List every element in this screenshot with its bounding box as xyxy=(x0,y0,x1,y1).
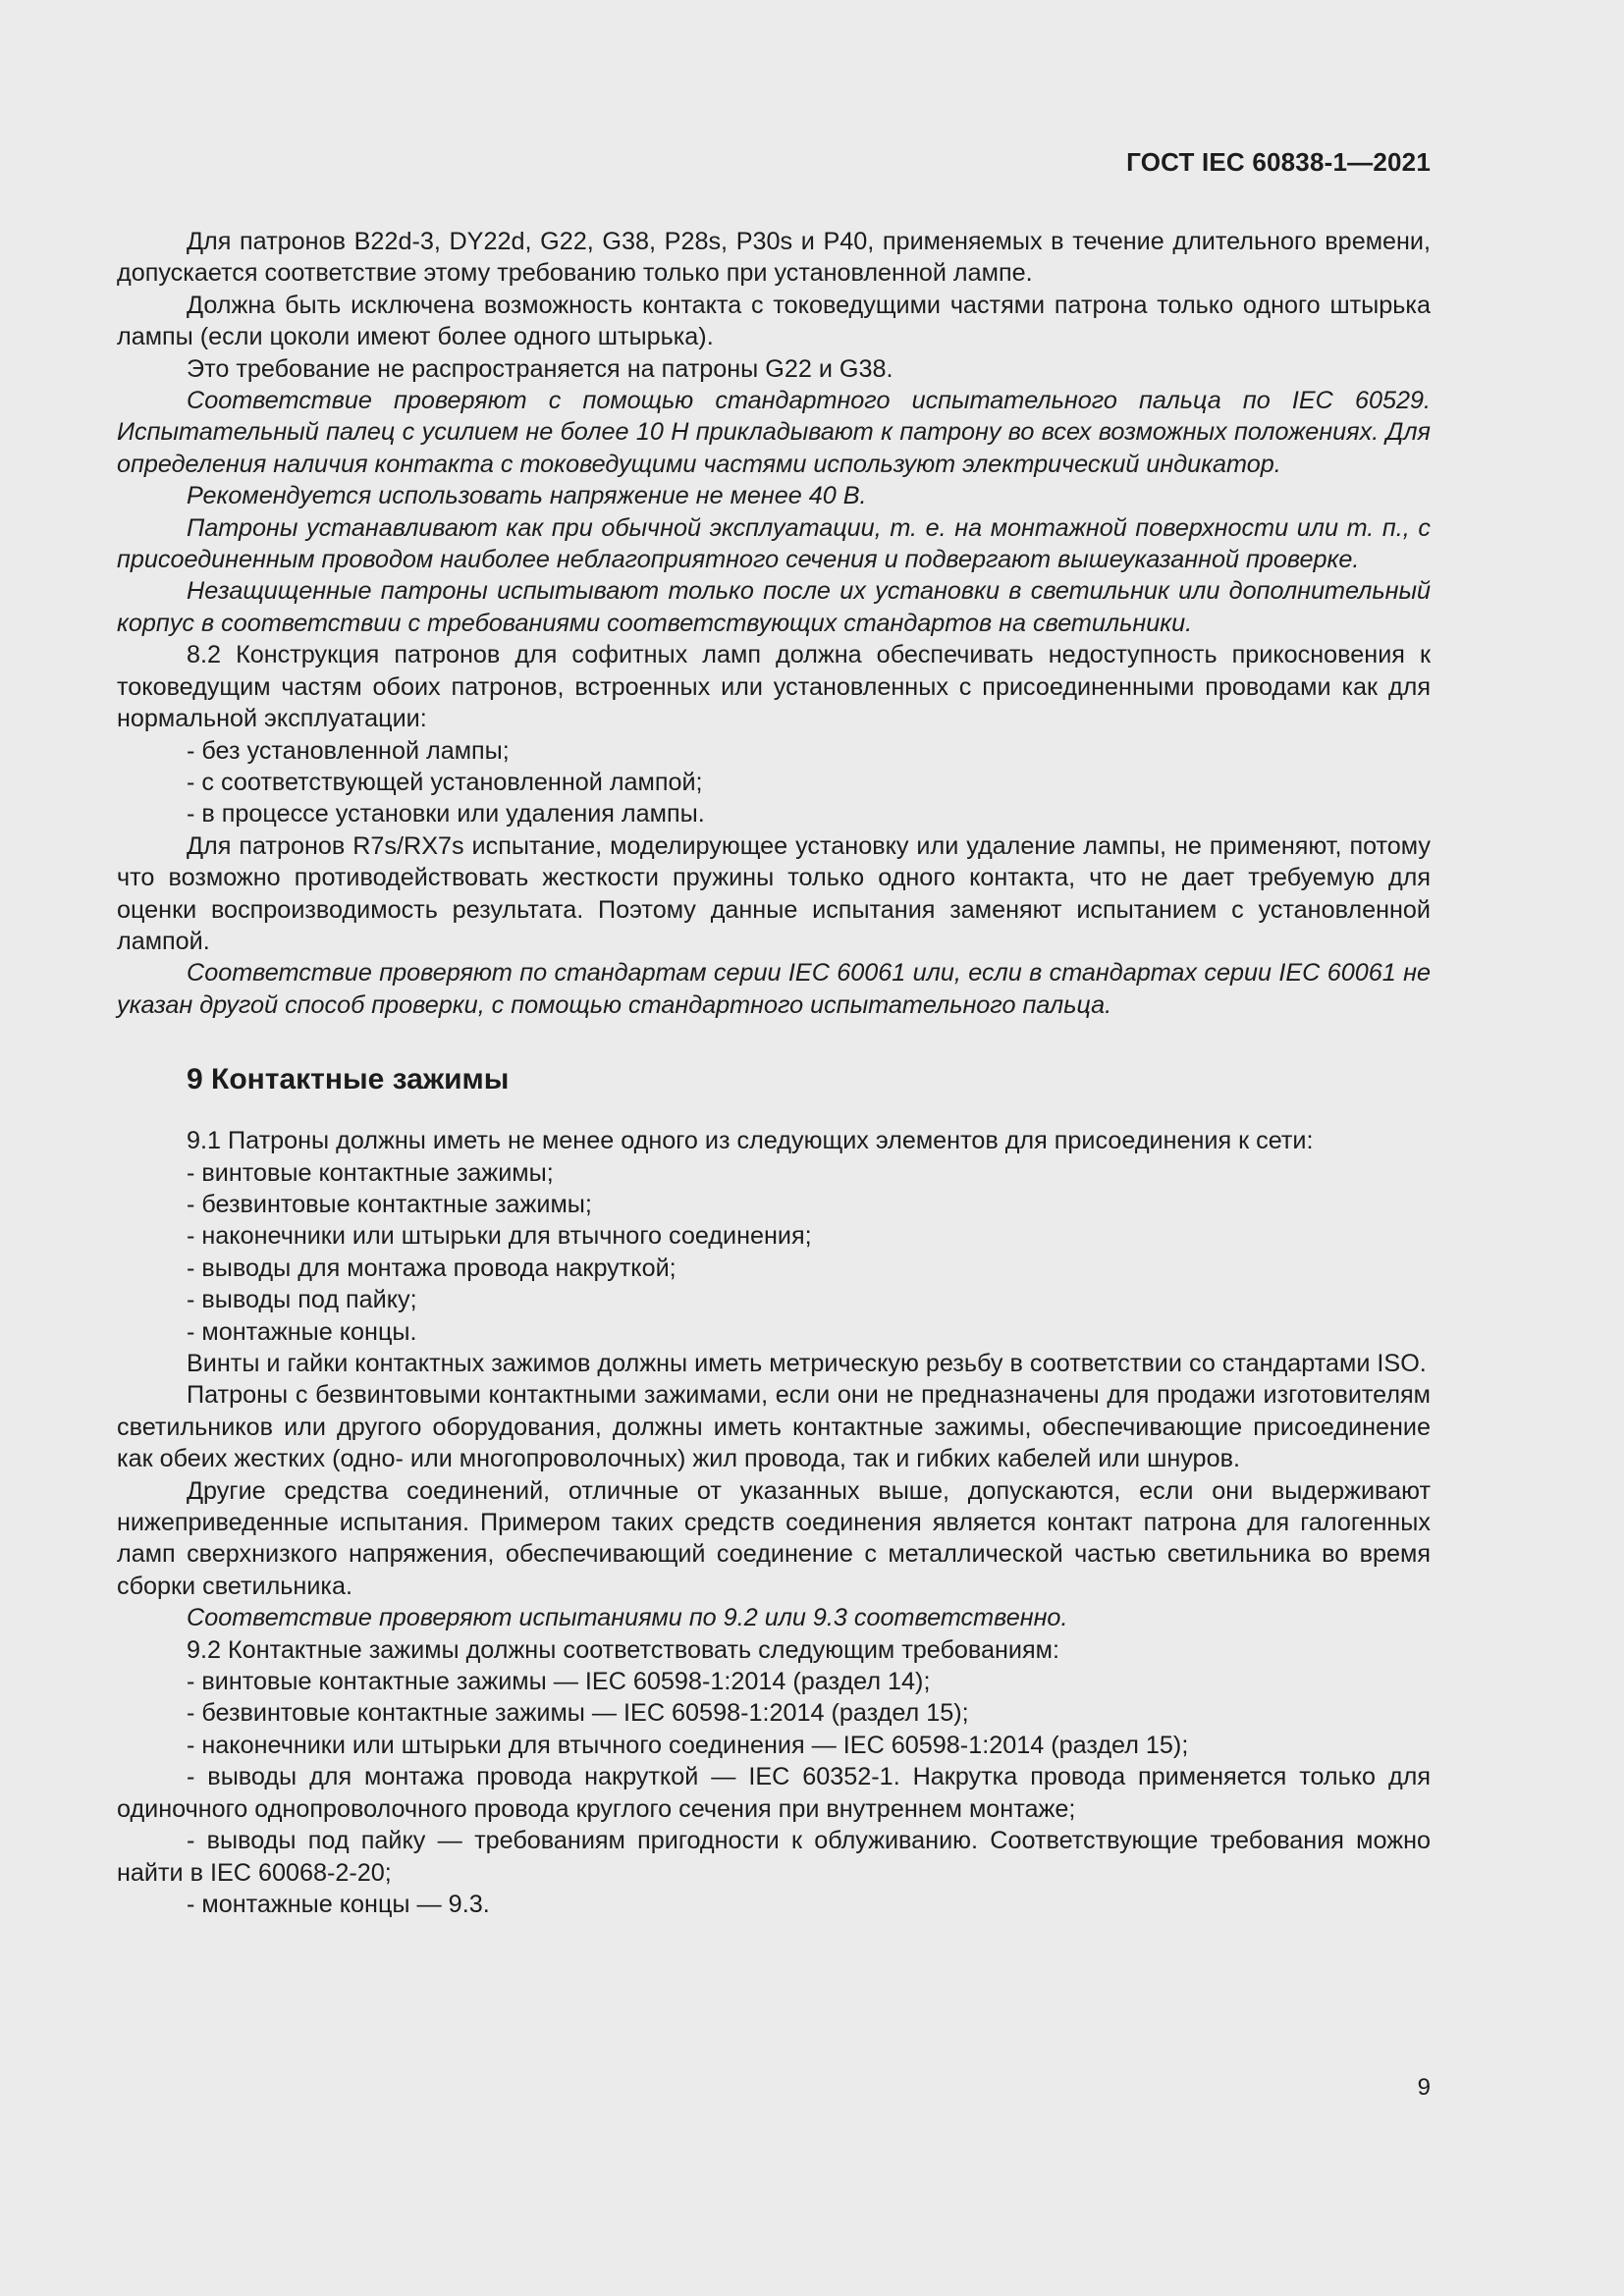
paragraph: Это требование не распространяется на патроны G22 и G38. xyxy=(187,354,893,383)
paragraph: - монтажные концы — 9.3. xyxy=(187,1890,490,1918)
paragraph: Незащищенные патроны испытывают только после их установки в светильник или дополнительный корпус в соответствии с требованиями соответствующих стандартов на светильники. xyxy=(117,577,1431,637)
page-number: 9 xyxy=(1417,2074,1431,2101)
paragraph: Патроны устанавливают как при обычной эксплуатации, т. е. на монтажной поверхности или т. п., с присоединенным проводом наиболее неблагоприятного сечения и подвергают вышеуказанной проверке. xyxy=(117,513,1431,574)
paragraphs-block-b xyxy=(117,1125,1431,1920)
paragraph: - винтовые контактные зажимы — IEC 60598-1:2014 (раздел 14); xyxy=(187,1668,931,1696)
paragraph: Патроны с безвинтовыми контактными зажимами, если они не предназначены для продажи изготовителям светильников или другого оборудования, должны иметь контактные зажимы, обеспечивающие присоединение как обеих жестких (одно- или многопроволочных) жил провода, так и гибких кабелей или шнуров. xyxy=(117,1381,1431,1473)
paragraph: 9.1 Патроны должны иметь не менее одного из следующих элементов для присоединения к сети: xyxy=(187,1127,1314,1155)
paragraph: Соответствие проверяют испытаниями по 9.2 или 9.3 соответственно. xyxy=(187,1604,1068,1632)
paragraph: Винты и гайки контактных зажимов должны иметь метрическую резьбу в соответствии со стандартами ISO. xyxy=(187,1350,1427,1377)
paragraph: Соответствие проверяют по стандартам серии IEC 60061 или, если в стандартах серии IEC 60061 не указан другой способ проверки, с помощью стандартного испытательного пальца. xyxy=(117,959,1431,1019)
paragraph: Для патронов B22d-3, DY22d, G22, G38, P28s, P30s и P40, применяемых в течение длительного времени, допускается соответствие этому требованию только при установленной лампе. xyxy=(117,228,1431,288)
paragraph: - в процессе установки или удаления лампы. xyxy=(187,800,705,828)
paragraph: Должна быть исключена возможность контакта с токоведущими частями патрона только одного штырька лампы (если цоколи имеют более одного штырька). xyxy=(117,291,1431,351)
paragraph: - выводы для монтажа провода накруткой — IEC 60352-1. Накрутка провода применяется только для одиночного однопроволочного провода круглого сечения при внутреннем монтаже; xyxy=(117,1763,1431,1823)
paragraph: - выводы для монтажа провода накруткой; xyxy=(187,1254,677,1282)
paragraph: 9.2 Контактные зажимы должны соответствовать следующим требованиям: xyxy=(187,1635,1059,1664)
paragraph: - безвинтовые контактные зажимы; xyxy=(187,1190,592,1218)
paragraph: - безвинтовые контактные зажимы — IEC 60598-1:2014 (раздел 15); xyxy=(187,1699,969,1728)
paragraph: - с соответствующей установленной лампой; xyxy=(187,768,703,796)
paragraph: - винтовые контактные зажимы; xyxy=(187,1158,554,1187)
paragraph: 8.2 Конструкция патронов для софитных ламп должна обеспечивать недоступность прикосновения к токоведущим частям обоих патронов, встроенных или установленных с присоединенными проводами как для нормальной эксплуатации: xyxy=(117,641,1431,733)
paragraph: Другие средства соединений, отличные от указанных выше, допускаются, если они выдерживают нижеприведенные испытания. Примером таких средств соединения является контакт патрона для галогенных ламп сверхнизкого напряжения, обеспечивающий соединение с металлической частью светильника во время сборки светильника. xyxy=(117,1476,1431,1600)
paragraphs-block-a xyxy=(117,226,1431,1021)
paragraph: - выводы под пайку — требованиям пригодности к облуживанию. Соответствующие требования можно найти в IEC 60068-2-20; xyxy=(117,1827,1431,1887)
section-heading: 9 Контактные зажимы xyxy=(187,1063,510,1096)
paragraph: - наконечники или штырьки для втычного соединения; xyxy=(187,1222,812,1251)
paragraph: - выводы под пайку; xyxy=(187,1286,417,1314)
paragraph: Рекомендуется использовать напряжение не менее 40 В. xyxy=(187,482,867,510)
paragraph: Соответствие проверяют с помощью стандартного испытательного пальца по IEC 60529. Испытательный палец с усилием не более 10 Н прикладывают к патрону во всех возможных положениях. Для определения наличия контакта с токоведущими частями используют электрический индикатор. xyxy=(117,387,1431,478)
standard-code-header: ГОСТ IEC 60838-1—2021 xyxy=(1126,147,1431,177)
page-content xyxy=(117,226,1431,1920)
paragraph: Для патронов R7s/RX7s испытание, моделирующее установку или удаление лампы, не применяют, потому что возможно противодействовать жесткости пружины только одного контакта, что не дает требуемую для оценки воспроизводимость результата. Поэтому данные испытания заменяют испытанием с установленной лампой. xyxy=(117,831,1431,955)
paragraph: - наконечники или штырьки для втычного соединения — IEC 60598-1:2014 (раздел 15); xyxy=(187,1731,1189,1759)
paragraph: - монтажные концы. xyxy=(187,1317,417,1346)
paragraph: - без установленной лампы; xyxy=(187,736,510,765)
